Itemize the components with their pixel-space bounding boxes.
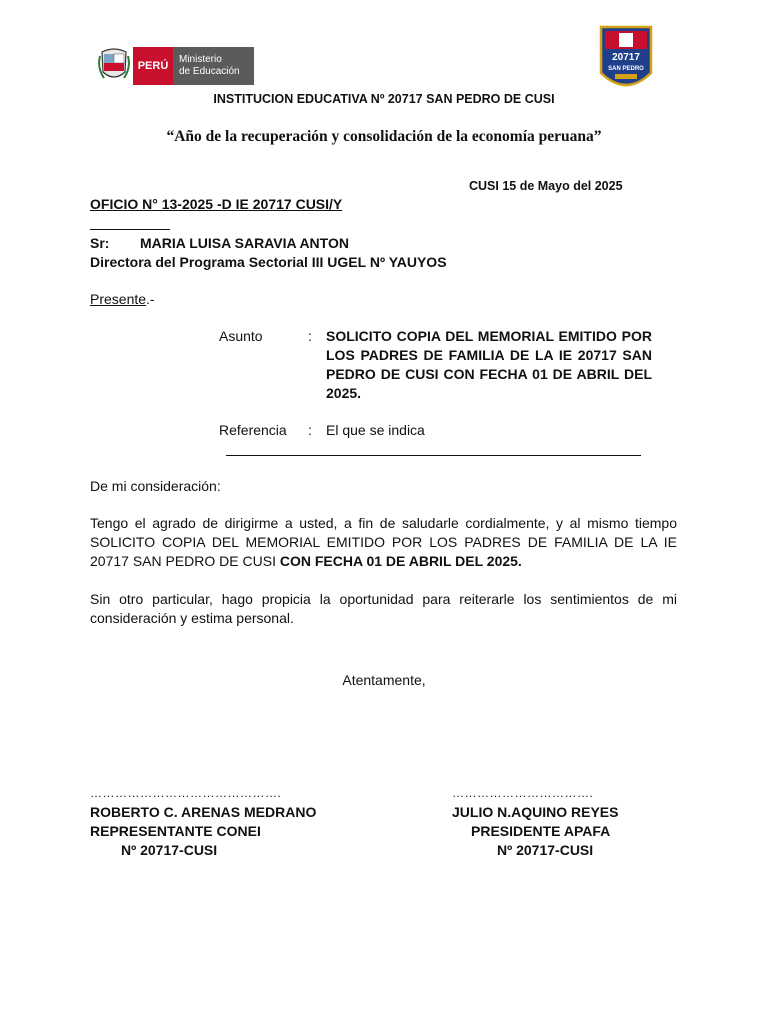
asunto-label: Asunto [219,328,263,344]
school-crest-icon [599,25,653,95]
referencia-text: El que se indica [326,422,425,438]
presente-line [90,291,155,307]
letter-date: CUSI 15 de Mayo del 2025 [469,179,623,193]
body-paragraph-2: Sin otro particular, hago propicia la oportunidad para reiterarle los sentimientos de mi consideración y estima personal. [90,591,677,626]
body-paragraph-1-text: Tengo el agrado de dirigirme a usted, a fin de saludarle cordialmente, y al mismo tiempo SOLICITO COPIA DEL MEMORIAL EMITIDO POR LOS PADRES DE FAMILIA DE LA IE 20717 SAN PEDRO DE CUSI [90,515,677,569]
recipient-prefix: Sr: [90,235,110,251]
body-paragraph-1-emphasis: CON FECHA 01 DE ABRIL DEL 2025. [279,553,522,569]
signatory-name-right: JULIO N.AQUINO REYES [452,804,619,820]
crest-name: SAN PEDRO [608,66,644,72]
signatory-number-right: Nº 20717-CUSI [497,842,594,858]
signatory-number-left: Nº 20717-CUSI [121,842,218,858]
year-motto: “Año de la recuperación y consolidación de la economía peruana” [166,128,602,145]
institution-name: INSTITUCION EDUCATIVA Nº 20717 SAN PEDRO DE CUSI [213,92,555,106]
referencia-divider [226,455,641,456]
recipient-name: MARIA LUISA SARAVIA ANTON [140,235,349,251]
peru-coat-of-arms-icon [98,46,130,86]
asunto-text: SOLICITO COPIA DEL MEMORIAL EMITIDO POR LOS PADRES DE FAMILIA DE LA IE 20717 SAN PEDRO DE CUSI CON FECHA 01 DE ABRIL DEL 2025. [326,328,652,401]
ministry-name [173,47,254,85]
ministry-logo [98,46,254,86]
oficio-number: OFICIO N° 13-2025 -D IE 20717 CUSI/Y [90,196,343,212]
signatory-name-left: ROBERTO C. ARENAS MEDRANO [90,804,317,820]
body-paragraph-1 [90,514,677,571]
greeting: De mi consideración: [90,478,221,494]
asunto-colon: : [308,328,312,344]
referencia-label: Referencia [219,422,287,438]
presente-suffix: .- [146,291,155,307]
peru-label: PERÚ [133,47,173,85]
signatory-role-right: PRESIDENTE APAFA [471,823,611,839]
signatory-role-left: REPRESENTANTE CONEI [90,823,261,839]
crest-number: 20717 [612,52,640,63]
recipient-title: Directora del Programa Sectorial III UGEL Nº YAUYOS [90,254,447,270]
ministry-name-line1: Ministerio [179,54,222,65]
signature-line-left: ………………………………………. [90,786,282,800]
signature-line-right: ……………………………. [452,786,594,800]
ministry-name-line2: de Educación [179,66,240,77]
oficio-divider [90,229,170,230]
presente-word: Presente [90,291,147,307]
closing: Atentamente, [342,672,426,688]
referencia-colon: : [308,422,312,438]
